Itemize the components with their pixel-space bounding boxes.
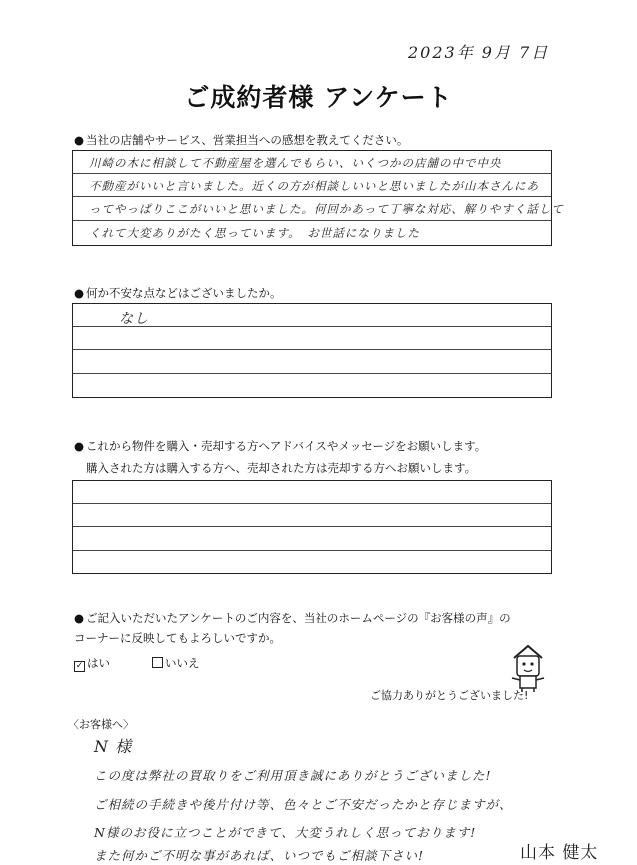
answer-line: 川崎の木に相談して不動産屋を選んでもらい、いくつかの店舗の中で中央: [89, 156, 502, 170]
bullet-icon: ●: [74, 286, 85, 300]
question-1-label: ● 当社の店舗やサービス、営業担当への感想を教えてください。: [74, 133, 409, 147]
consent-no-checkbox[interactable]: いいえ: [152, 655, 200, 671]
consent-yes-checkbox[interactable]: ✓ はい: [75, 656, 110, 671]
answer-line: 不動産がいいと言いました。近くの方が相談しいいと思いましたが山本さんにあ: [89, 179, 539, 193]
staff-signature: 山本 健太: [520, 843, 599, 863]
bullet-icon: ●: [74, 439, 85, 453]
question-3-sub-label: 購入された方は購入する方へ、売却された方は売却する方へお願いします。: [86, 461, 477, 475]
reply-line: ご相続の手続きや後片付け等、色々とご不安だったかと存じますが、: [94, 797, 513, 812]
question-2-answer-box[interactable]: [72, 303, 552, 398]
reply-line: また何かご不明な事があれば、いつでもご相談下さい!: [94, 848, 425, 863]
question-1-answer-box[interactable]: [72, 150, 564, 246]
question-4-label: ● ご記入いただいたアンケートのご内容を、当社のホームページの『お客様の声』の: [74, 611, 511, 625]
answer-line: くれて大変ありがたく思っています。 お世話になりました: [89, 226, 420, 240]
answer-line: ってやっぱりここがいいと思いました。何回かあって丁寧な対応、解りやすく話して: [89, 202, 564, 216]
question-2-label: ● 何か不安な点などはございましたか。: [74, 286, 282, 300]
thanks-text: ご協力ありがとうございました!: [370, 689, 529, 702]
question-3-answer-box[interactable]: [72, 480, 552, 574]
reply-line: N様のお役に立つことができて、大変うれしく思っております!: [94, 825, 477, 840]
reply-line: この度は弊社の買取りをご利用頂き誠にありがとうございました!: [94, 768, 492, 783]
reply-addressee: N 様: [94, 737, 133, 756]
bullet-icon: ●: [74, 133, 85, 147]
reply-header: 〈お客様へ〉: [68, 718, 134, 731]
question-3-label: ● これから物件を購入・売却する方へアドバイスやメッセージをお願いします。: [74, 439, 487, 453]
unchecked-box-icon: [152, 657, 163, 668]
bullet-icon: ●: [74, 611, 85, 625]
question-4-label-line2: コーナーに反映してもよろしいですか。: [74, 631, 281, 645]
answer-line: なし: [119, 311, 149, 327]
checked-box-icon: ✓: [75, 661, 84, 671]
survey-date: 2023年 9月 7日: [408, 43, 550, 62]
page-title: ご成約者様 アンケート: [184, 83, 453, 112]
